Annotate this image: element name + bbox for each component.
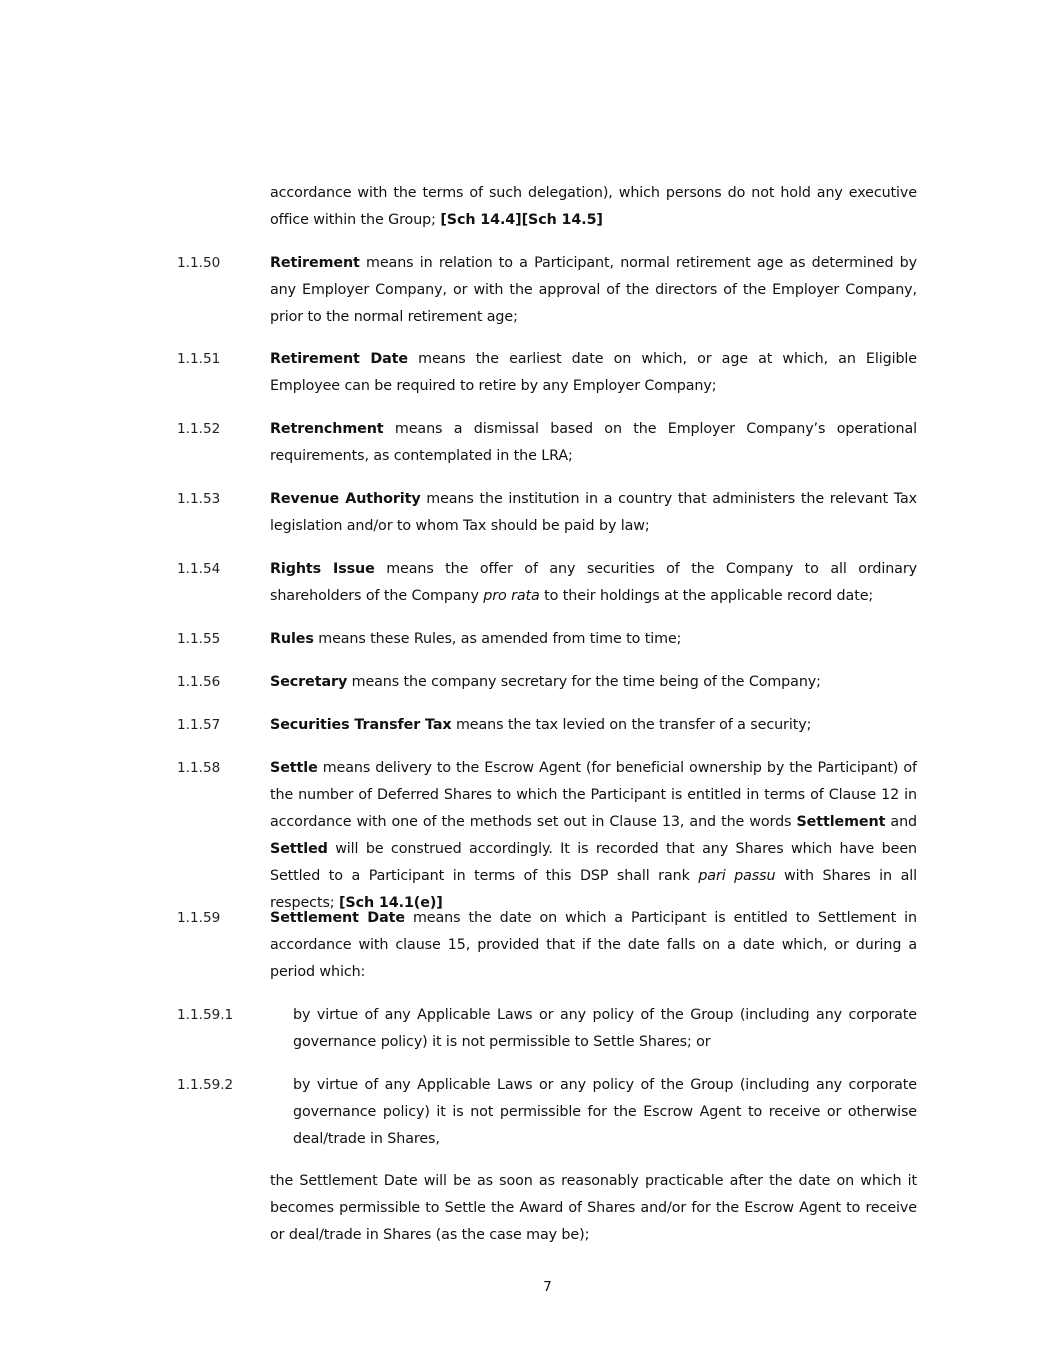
- schedule-reference: [Sch 14.1(e)]: [338, 895, 443, 911]
- clause-number: 1.1.52: [177, 421, 221, 437]
- definition-text: means these Rules, as amended from time to time;: [313, 631, 682, 647]
- clause-body: [270, 250, 917, 331]
- definition-text: means a dismissal based on the Employer Company’s operational requirements, as contemplated in the LRA;: [270, 421, 917, 464]
- clause-number: 1.1.59: [177, 910, 221, 926]
- definition-text: means the date on which a Participant is entitled to Settlement in accordance with clause 15, provided that if the date falls on a date which, or during a period which:: [270, 910, 918, 980]
- clause-number: 1.1.55: [177, 631, 221, 647]
- defined-term: Securities Transfer Tax: [270, 717, 452, 733]
- definition-text: with Shares in all respects;: [270, 868, 917, 911]
- clause-body: [270, 755, 917, 917]
- schedule-reference: [Sch 14.4][Sch 14.5]: [440, 212, 603, 228]
- clause-number: 1.1.58: [177, 760, 221, 776]
- clause-body: [270, 486, 917, 540]
- defined-term: Secretary: [270, 674, 348, 690]
- defined-term: Retirement Date: [270, 351, 409, 367]
- clause-number: 1.1.56: [177, 674, 221, 690]
- defined-term: Settled: [270, 841, 328, 857]
- definition-text: means in relation to a Participant, normal retirement age as determined by any Employer Company, or with the approval of the directors of the Employer Company, prior to the normal retirement age;: [270, 255, 917, 325]
- subclause-text: by virtue of any Applicable Laws or any policy of the Group (including any corporate governance policy) it is not permissible for the Escrow Agent to receive or otherwise deal/trade in Shares,: [293, 1077, 917, 1147]
- subclause-number: 1.1.59.1: [177, 1007, 234, 1023]
- clause-number: 1.1.54: [177, 561, 221, 577]
- subclause-number: 1.1.59.2: [177, 1077, 234, 1093]
- definition-text: means the offer of any securities of the Company to all ordinary shareholders of the Company: [270, 561, 917, 604]
- clause-body: [270, 346, 917, 400]
- clause-body: [270, 626, 917, 653]
- continuation-body: [270, 180, 917, 234]
- defined-term: Revenue Authority: [270, 491, 421, 507]
- continuation-text: accordance with the terms of such delegation), which persons do not hold any executive office within the Group;: [270, 185, 917, 228]
- defined-term: Retirement: [270, 255, 360, 271]
- clause-number: 1.1.51: [177, 351, 221, 367]
- italic-phrase: pari passu: [698, 868, 776, 884]
- definition-text: means the earliest date on which, or age at which, an Eligible Employee can be required to retire by any Employer Company;: [270, 351, 917, 394]
- defined-term: Settle: [270, 760, 318, 776]
- subclause-text: by virtue of any Applicable Laws or any policy of the Group (including any corporate governance policy) it is not permissible to Settle Shares; or: [293, 1007, 917, 1050]
- definition-text: means the company secretary for the time being of the Company;: [347, 674, 821, 690]
- definition-text: to their holdings at the applicable record date;: [539, 588, 874, 604]
- clause-number: 1.1.50: [177, 255, 221, 271]
- defined-term: Retrenchment: [270, 421, 384, 437]
- clause-body: [270, 556, 917, 610]
- clause-number: 1.1.53: [177, 491, 221, 507]
- defined-term: Rights Issue: [270, 561, 375, 577]
- clause-number: 1.1.57: [177, 717, 221, 733]
- page-number: 7: [543, 1279, 552, 1295]
- italic-phrase: pro rata: [483, 588, 540, 604]
- definition-text: means delivery to the Escrow Agent (for beneficial ownership by the Participant) of the number of Deferred Shares to which the Participant is entitled in terms of Clause 12 in accordance with one of the methods set out in Clause 13, and the words: [270, 760, 917, 830]
- defined-term: Rules: [270, 631, 314, 647]
- defined-term: Settlement Date: [270, 910, 405, 926]
- clause-body: [270, 712, 917, 739]
- clause-body: [270, 669, 917, 696]
- definition-text: means the tax levied on the transfer of a security;: [451, 717, 812, 733]
- clause-body: [270, 416, 917, 470]
- defined-term: Settlement: [796, 814, 886, 830]
- definition-text: will be construed accordingly. It is recorded that any Shares which have been Settled to a Participant in terms of this DSP shall rank: [270, 841, 917, 884]
- closing-text: the Settlement Date will be as soon as reasonably practicable after the date on which it becomes permissible to Settle the Award of Shares and/or for the Escrow Agent to receive or deal/trade in Shares (as the case may be);: [270, 1173, 917, 1243]
- clause-body: [270, 905, 917, 986]
- definition-text: and: [885, 814, 918, 830]
- definition-text: means the institution in a country that administers the relevant Tax legislation and/or to whom Tax should be paid by law;: [270, 491, 918, 534]
